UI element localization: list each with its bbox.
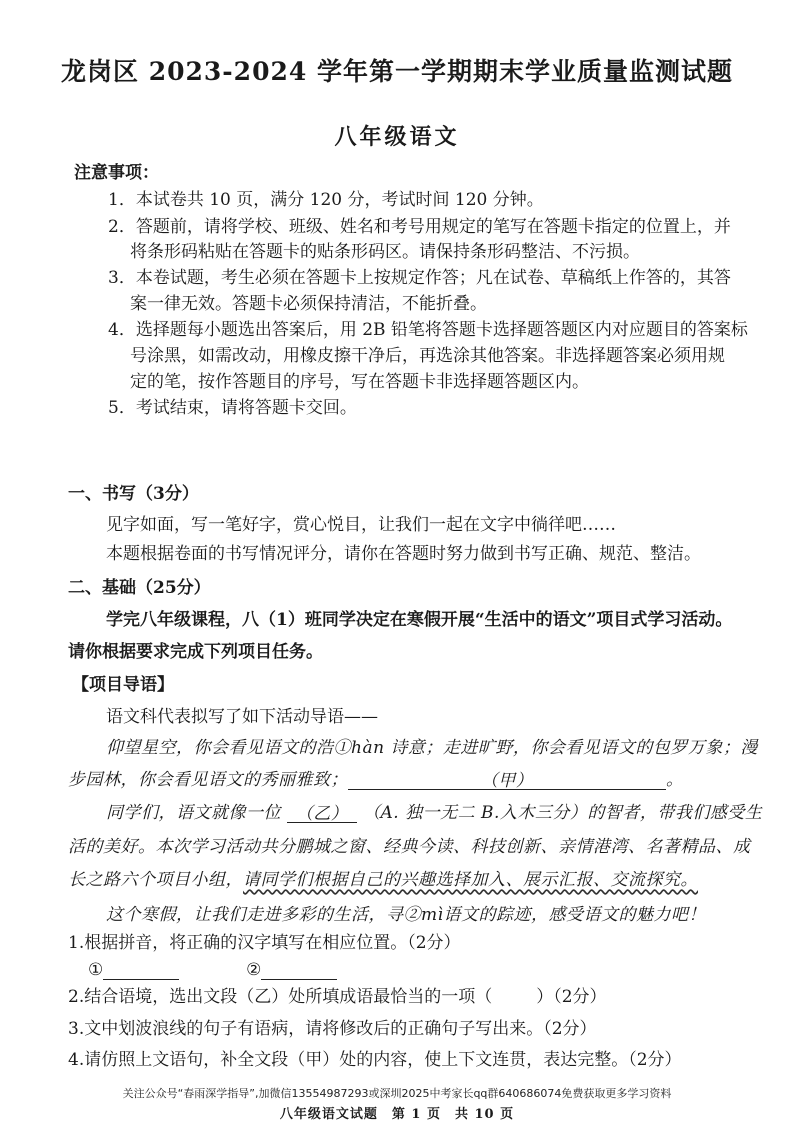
page-number: 八年级语文试题 第 1 页 共 10 页 [279,1107,515,1122]
passage-line [106,803,762,823]
answer-blank-2[interactable] [261,961,337,980]
answer-label-2: ② [246,960,262,980]
notice-heading: 注意事项： [74,163,159,183]
section-2-intro: 学完八年级课程，八（1）班同学决定在寒假开展“生活中的语文”项目式学习活动。 [106,610,733,630]
passage-line [68,770,684,790]
blank-jia: （甲） [348,771,666,790]
passage-text: 同学们，语文就像一位 [106,803,281,823]
passage-line [68,870,698,890]
promo-footnote: 关注公众号“春雨深学指导”,加微信13554987293或深圳2025中考家长qq群640686074免费获取更多学习资料 [122,1087,672,1100]
question-2-text: 2.结合语境，选出文段（乙）处所填成语最恰当的一项（ [68,987,493,1007]
passage-text: （A. 独一无二 B.入木三分）的智者，带我们感受生 [363,803,763,823]
notice-item: 5．考试结束，请将答题卡交回。 [108,398,357,418]
question-4: 4.请仿照上文语句，补全文段（甲）处的内容，使上下文连贯，表达完整。（2分） [68,1050,682,1070]
blank-yi: （乙） [287,804,357,823]
section-2-heading: 二、基础（25分） [68,578,211,598]
passage-line: 仰望星空，你会看见语文的浩①hàn 诗意；走进旷野，你会看见语文的包罗万象；漫 [106,738,758,758]
question-2-points: ）（2分） [536,987,607,1007]
section-1-paragraph: 本题根据卷面的书写情况评分，请你在答题时努力做到书写正确、规范、整洁。 [106,544,701,564]
notice-item: 3．本卷试题，考生必须在答题卡上按规定作答；凡在试卷、草稿纸上作答的，其答 [108,268,731,288]
notice-item: 案一律无效。答题卡必须保持清洁，不能折叠。 [130,294,487,314]
section-2-intro: 请你根据要求完成下列项目任务。 [68,642,323,662]
notice-item: 4．选择题每小题选出答案后，用 2B 铅笔将答题卡选择题答题区内对应题目的答案标 [108,320,748,340]
question-2 [68,987,607,1007]
exam-subject: 八年级语文 [334,124,460,150]
notice-item: 定的笔，按作答题目的序号，写在答题卡非选择题答题区内。 [130,372,589,392]
notice-item: 1．本试卷共 10 页，满分 120 分，考试时间 120 分钟。 [108,190,544,210]
question-1-answers [88,960,337,980]
passage-line: 这个寒假，让我们走进多彩的生活，寻②mì语文的踪迹，感受语文的魅力吧！ [106,905,707,925]
notice-item: 将条形码粘贴在答题卡的贴条形码区。请保持条形码整洁、不污损。 [130,242,640,262]
passage-text: 长之路六个项目小组， [68,870,243,890]
passage-text: 。 [666,770,684,790]
passage-line: 活的美好。本次学习活动共分鹏城之窗、经典今读、科技创新、亲情港湾、名著精品、成 [68,837,751,857]
question-3: 3.文中划波浪线的句子有语病，请将修改后的正确句子写出来。（2分） [68,1019,597,1039]
notice-item: 号涂黑，如需改动，用橡皮擦干净后，再选涂其他答案。非选择题答案必须用规 [130,346,725,366]
passage-text: 步园林，你会看见语文的秀丽雅致； [68,770,348,790]
wavy-underlined-sentence: 请同学们根据自己的兴趣选择加入、展示汇报、交流探究。 [243,870,698,890]
answer-label-1: ① [88,960,104,980]
answer-blank-1[interactable] [103,961,179,980]
lead-text: 语文科代表拟写了如下活动导语—— [106,707,378,727]
section-1-paragraph: 见字如面，写一笔好字，赏心悦目，让我们一起在文字中徜徉吧…… [106,515,616,535]
section-1-heading: 一、书写（3分） [68,484,199,504]
question-1: 1.根据拼音，将正确的汉字填写在相应位置。（2分） [68,933,461,953]
project-heading: 【项目导语】 [72,675,174,695]
notice-item: 2．答题前，请将学校、班级、姓名和考号用规定的笔写在答题卡指定的位置上，并 [108,217,731,237]
exam-title: 龙岗区 2023-2024 学年第一学期期末学业质量监测试题 [61,57,733,86]
